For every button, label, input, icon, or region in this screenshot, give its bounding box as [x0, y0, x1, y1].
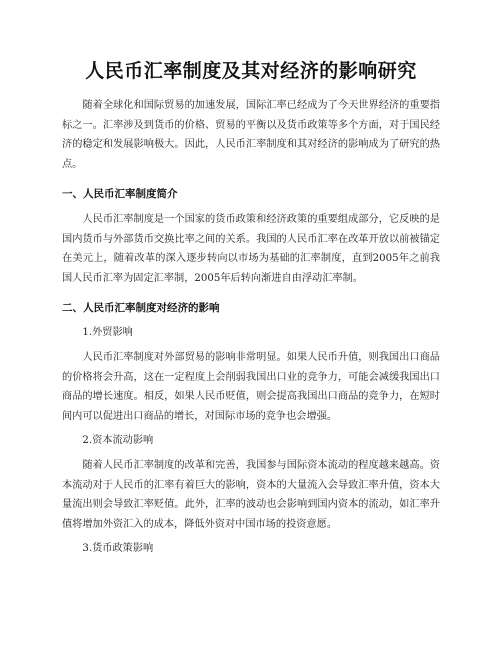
subsection-trade-label: 1.外贸影响	[82, 327, 133, 338]
section-1-heading: 一、人民币汇率制度简介	[62, 188, 178, 200]
section-1-paragraph: 人民币汇率制度是一个国家的货币政策和经济政策的重要组成部分，它反映的是国内货币与外部货币交换比率之间的关系。我国的人民币汇率在改革开放以前被锚定在美元上，随着改革的深入逐步转向以市场为基础的汇率制度，直到2005年之前我国人民币汇率为固定汇率制，2005年后转向渐进自由浮动汇率制。	[62, 214, 440, 284]
subsection-capital-label: 2.资本流动影响	[82, 435, 154, 446]
document-title: 人民币汇率制度及其对经济的影响研究	[85, 60, 417, 82]
section-2-heading: 二、人民币汇率制度对经济的影响	[62, 302, 220, 314]
subsection-monetary-label: 3.货币政策影响	[82, 543, 154, 554]
subsection-capital-paragraph: 随着人民币汇率制度的改革和完善，我国参与国际资本流动的程度越来越高。资本流动对于人民币的汇率有着巨大的影响，资本的大量流入会导致汇率升值，资本大量流出则会导致汇率贬值。此外，汇率的波动也会影响到国内资本的流动，如汇率升值将增加外资汇入的成本，降低外资对中国市场的投资意愿。	[62, 460, 440, 530]
subsection-trade-paragraph: 人民币汇率制度对外部贸易的影响非常明显。如果人民币升值，则我国出口商品的价格将会升高，这在一定程度上会削弱我国出口业的竞争力，可能会减缓我国出口商品的增长速度。相反，如果人民币贬值，则会提高我国出口商品的竞争力，在短时间内可以促进出口商品的增长，对国际市场的竞争也会增强。	[62, 352, 440, 422]
intro-paragraph: 随着全球化和国际贸易的加速发展，国际汇率已经成为了今天世界经济的重要指标之一。汇率涉及到货币的价格、贸易的平衡以及货币政策等多个方面，对于国民经济的稳定和发展影响极大。因此，人民币汇率制度和其对经济的影响成为了研究的热点。	[62, 100, 440, 170]
